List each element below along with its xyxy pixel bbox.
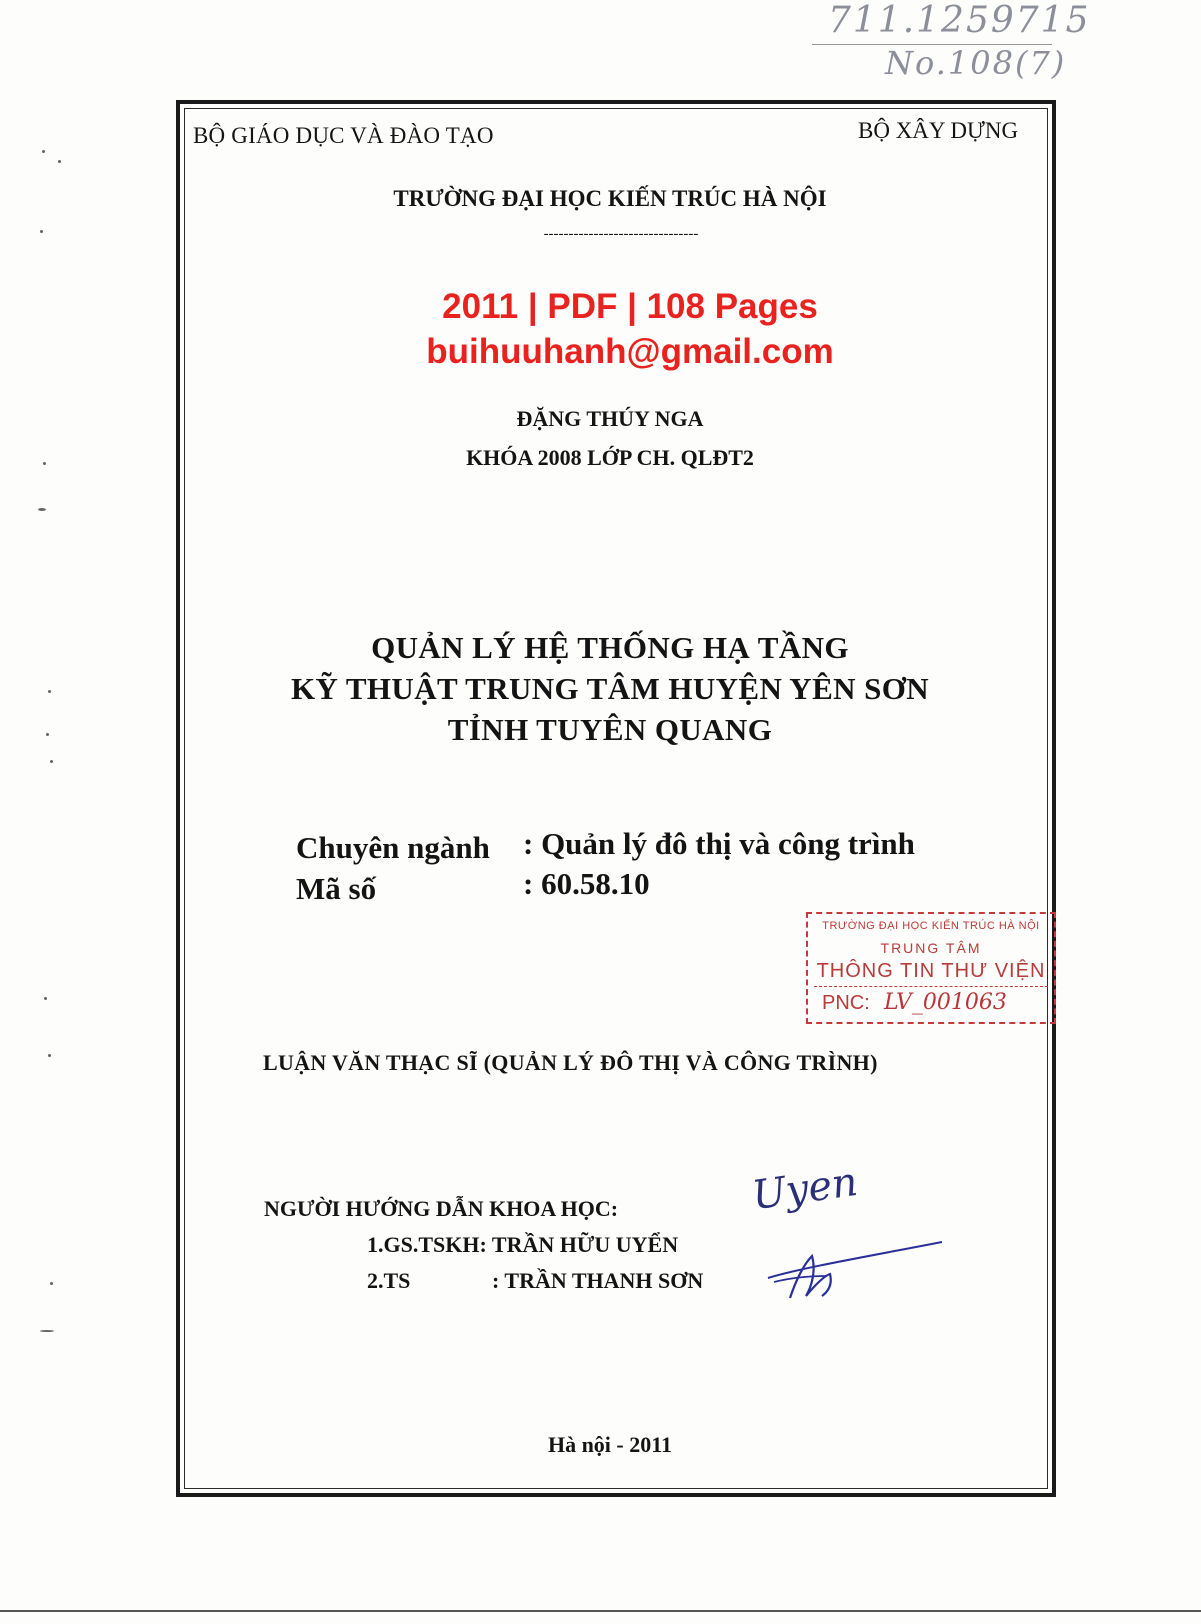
ministry-education: BỘ GIÁO DỤC VÀ ĐÀO TẠO (193, 123, 494, 148)
handwritten-accession-note (885, 44, 1066, 82)
stamp-institution: TRƯỜNG ĐẠI HỌC KIẾN TRÚC HÀ NỘI (822, 920, 1040, 932)
stamp-center: TRUNG TÂM (880, 940, 982, 956)
stamp-divider (814, 986, 1048, 987)
code-value: : 60.58.10 (523, 866, 650, 901)
advisor-2-name: : TRẦN THANH SƠN (492, 1268, 704, 1293)
advisors-heading: NGƯỜI HƯỚNG DẪN KHOA HỌC: (264, 1196, 619, 1221)
stamp-library: THÔNG TIN THƯ VIỆN (816, 960, 1046, 982)
specialization-label: Chuyên ngành (296, 830, 490, 865)
handwritten-underline (812, 44, 1052, 45)
watermark-pdf-info: 2011 | PDF | 108 Pages (442, 287, 818, 326)
code-label: Mã số (296, 871, 377, 906)
advisor-2-title: 2.TS (367, 1268, 411, 1293)
author-cohort: KHÓA 2008 LỚP CH. QLĐT2 (466, 445, 754, 470)
author-name: ĐẶNG THÚY NGA (516, 406, 704, 431)
ministry-construction: BỘ XÂY DỰNG (858, 118, 1019, 143)
advisor-2 (367, 1268, 737, 1294)
scan-bottom-edge (0, 1610, 1201, 1612)
university-name: TRƯỜNG ĐẠI HỌC KIẾN TRÚC HÀ NỘI (393, 186, 827, 211)
thesis-title-line1: QUẢN LÝ HỆ THỐNG HẠ TẦNG (371, 630, 849, 665)
handwritten-accession-line2: No.108(7) (885, 44, 1067, 82)
stamp-pnc-label: PNC: (822, 992, 870, 1014)
thesis-title-line3: TỈNH TUYÊN QUANG (447, 712, 773, 747)
library-stamp (806, 912, 1056, 1024)
signature-advisor-1: Uyen (749, 1158, 861, 1220)
thesis-title-line2: KỸ THUẬT TRUNG TÂM HUYỆN YÊN SƠN (290, 671, 930, 706)
handwritten-call-number-line1: 711.1259715 (828, 0, 1091, 41)
university-divider: ------------------------------- (543, 226, 699, 242)
watermark-email: buihuuhanh@gmail.com (426, 332, 834, 371)
advisor-1: 1.GS.TSKH: TRẦN HỮU UYỂN (367, 1232, 679, 1257)
signature-advisor-2 (760, 1238, 950, 1308)
stamp-pnc-value: LV_001063 (884, 990, 1007, 1015)
place-and-year: Hà nội - 2011 (547, 1432, 673, 1457)
handwritten-call-number (828, 0, 1091, 41)
thesis-type: LUẬN VĂN THẠC SĨ (QUẢN LÝ ĐÔ THỊ VÀ CÔNG TRÌNH) (263, 1050, 878, 1075)
specialization-value: : Quản lý đô thị và công trình (523, 826, 915, 861)
